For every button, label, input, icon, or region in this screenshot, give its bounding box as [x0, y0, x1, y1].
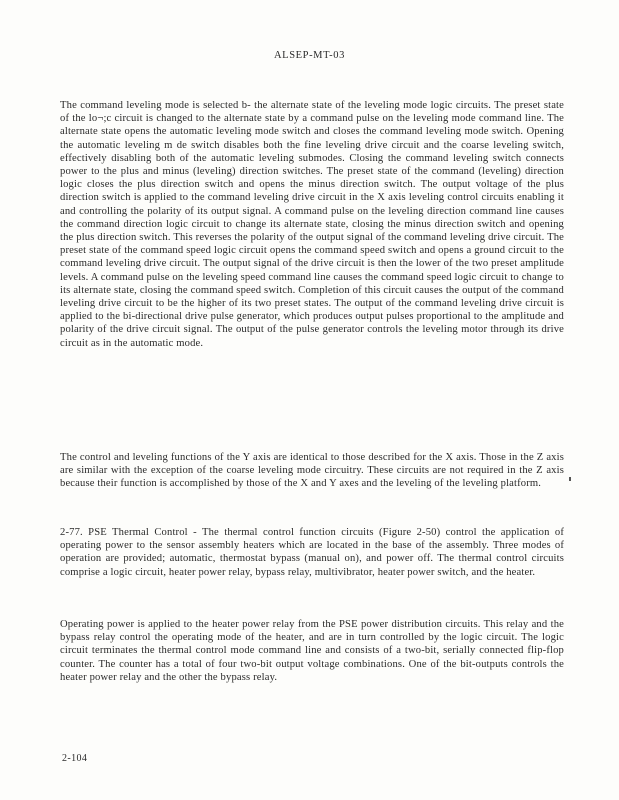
page-number: 2-104 — [62, 753, 88, 764]
paragraph-y-z-axis-functions: The control and leveling functions of the Y axis are identical to those described for the X axis. Those in the Z axis are similar with the exception of the coarse leveling mode circuitry. These circuits are not required in the Z axis because their function is accomplished by those of the X and Y axes and the leveling of the leveling platform. — [60, 452, 564, 490]
document-header: ALSEP-MT-03 — [274, 50, 345, 61]
margin-mark — [569, 477, 571, 481]
paragraph-thermal-control: 2-77. PSE Thermal Control - The thermal control function circuits (Figure 2-50) control the application of operating power to the sensor assembly heaters which are located in the base of the assembly. Three modes of operation are provided; automatic, thermostat bypass (manual on), and power off. The thermal control circuits comprise a logic circuit, heater power relay, bypass relay, multivibrator, heater power switch, and the heater. — [60, 527, 564, 578]
paragraph-operating-power: Operating power is applied to the heater power relay from the PSE power distribution circuits. This relay and the bypass relay control the operating mode of the heater, and are in turn controlled by the logic circuit. The logic circuit terminates the thermal control mode command line and consists of a two-bit, serially connected flip-flop counter. The counter has a total of four two-bit output voltage combinations. One of the bit-outputs controls the heater power relay and the other the bypass relay. — [60, 619, 564, 683]
paragraph-command-leveling-mode: The command leveling mode is selected b- the alternate state of the leveling mode logic circuits. The preset state of the lo¬;c circuit is changed to the alternate state by a command pulse on the leveling mode command line. The alternate state opens the automatic leveling mode switch and closes the command leveling mode switch. Opening the automatic leveling m de switch disables both the fine leveling drive circuit and the coarse leveling switch, effectively disabling both of the automatic leveling submodes. Closing the command leveling switch connects power to the plus and minus (leveling) direction switches. The preset state of the command (leveling) direction logic closes the plus direction switch and opens the minus direction switch. The output voltage of the plus direction switch is applied to the command leveling drive circuit in the X axis leveling control circuits enabling it and controlling the polarity of its output signal. A command pulse on the leveling direction command line causes the command direction logic circuit to change its alternate state, closing the minus direction switch and opening the plus direction switch. This reverses the polarity of the output signal of the command leveling drive circuit. The preset state of the command speed logic circuit opens the command speed switch and opens a ground circuit to the command leveling drive circuit. The output signal of the drive circuit is then the lower of the two preset amplitude levels. A command pulse on the leveling speed command line causes the command speed logic circuit to change to its alternate state, closing the command speed switch. Completion of this circuit causes the output of the command leveling drive circuit to be the higher of its two preset states. The output of the command leveling drive circuit is applied to the bi-directional drive pulse generator, which produces output pulses proportional to the amplitude and polarity of the drive circuit signal. The output of the pulse generator controls the leveling motor through its drive circuit as in the automatic mode. — [60, 100, 564, 349]
